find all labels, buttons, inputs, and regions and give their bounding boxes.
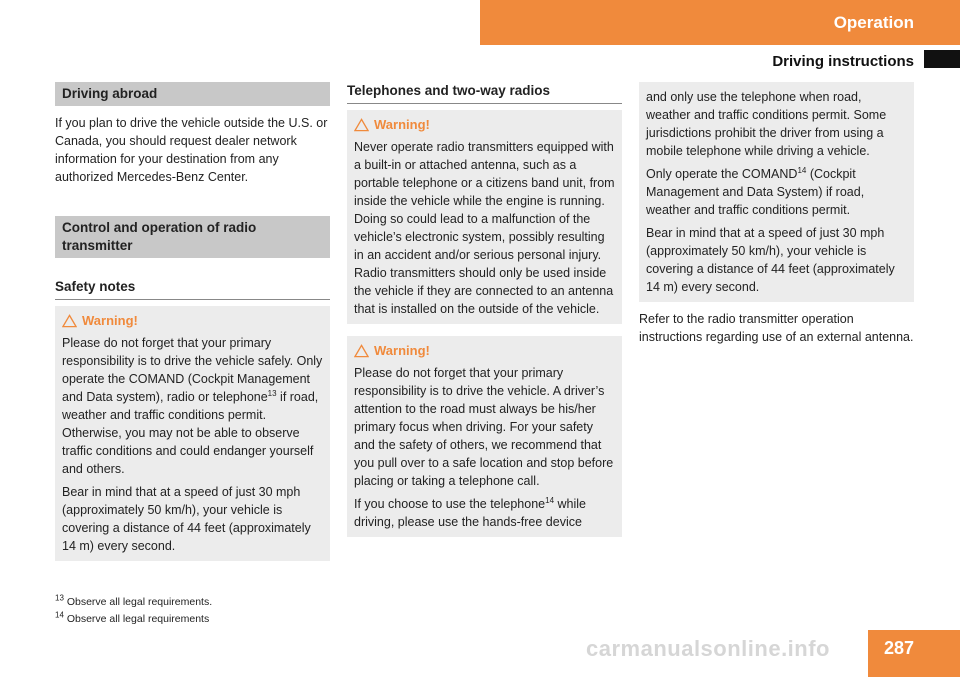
warning-text: Bear in mind that at a speed of just 30 mph (approximately 50 km/h), your vehicle is covering a distance of 44 feet (approximately 14 m) every second. (62, 485, 311, 553)
footnote-14: $^{14}$ Observe all legal requirements (55, 610, 210, 625)
footnote-13: $^{13}$ Observe all legal requirements. (55, 593, 213, 608)
warning-box-continued (639, 82, 914, 302)
warning-text: If you choose to use the telephone$^{14}$ while driving, please use the hands-free device (354, 495, 586, 529)
column-2 (347, 82, 622, 537)
watermark: carmanualsonline.info (586, 636, 830, 661)
warning-box-1 (55, 306, 330, 561)
warning-title: Warning! (374, 343, 430, 358)
warning-text: Never operate radio transmitters equipped with a built-in or attached antenna, such as a portable telephone or a citizens band unit, from inside the vehicle while the engine is running. Doing so could lead to a malfunction of the vehicle’s electronic system, possibly resulting in an accident and/or serious personal injury. Radio transmitters should only be used inside the vehicle if they are connected to an antenna that is installed on the outside of the vehicle. (354, 140, 615, 316)
section-marker (924, 50, 960, 68)
chapter-tab (480, 0, 960, 45)
warning-title: Warning! (374, 117, 430, 132)
driving-abroad-heading: Driving abroad (55, 82, 330, 106)
warning-text: and only use the telephone when road, weather and traffic conditions permit. Some jurisdictions prohibit the driver from using a mobile telephone while driving a vehicle. (646, 90, 887, 158)
warning-triangle-icon (62, 314, 77, 328)
warning-box-2 (347, 110, 622, 324)
warning-text: Please do not forget that your primary responsibility is to drive the vehicle. A driver’s attention to the road must always be his/her primary focus when driving. For your safety and the safety of others, we recommend that you pull over to a safe location and stop before placing or taking a telephone call. (354, 366, 614, 488)
section-title: Driving instructions (772, 53, 914, 70)
driving-abroad-text: If you plan to drive the vehicle outside the U.S. or Canada, you should request dealer network information for your destination from any authorized Mercedes-Benz Center. (55, 116, 328, 184)
warning-title: Warning! (82, 313, 138, 328)
column-1 (55, 82, 330, 561)
warning-triangle-icon (354, 118, 369, 132)
safety-notes-heading: Safety notes (55, 278, 330, 300)
footnotes (55, 594, 212, 628)
page-number: 287 (868, 630, 960, 677)
warning-box-3 (347, 336, 622, 537)
telephones-heading: Telephones and two-way radios (347, 82, 622, 104)
chapter-title: Operation (833, 12, 914, 32)
column-3 (639, 82, 914, 354)
warning-text: Bear in mind that at a speed of just 30 mph (approximately 50 km/h), your vehicle is covering a distance of 44 feet (approximately 14 m) every second. (646, 226, 895, 294)
warning-text: Only operate the COMAND$^{14}$ (Cockpit Management and Data System) if road, weather and traffic conditions permit. (646, 165, 865, 217)
warning-text: Please do not forget that your primary responsibility is to drive the vehicle safely. Only operate the COMAND (Cockpit Management and Data system), radio or telephone$^{13}$ if road, weather and traffic conditions permit. Otherwise, you may not be able to observe traffic conditions and could endanger yourself and others. (62, 336, 323, 476)
radio-transmitter-heading: Control and operation of radio transmitter (55, 216, 330, 258)
refer-text: Refer to the radio transmitter operation instructions regarding use of an external antenna. (639, 312, 914, 344)
warning-triangle-icon (354, 344, 369, 358)
